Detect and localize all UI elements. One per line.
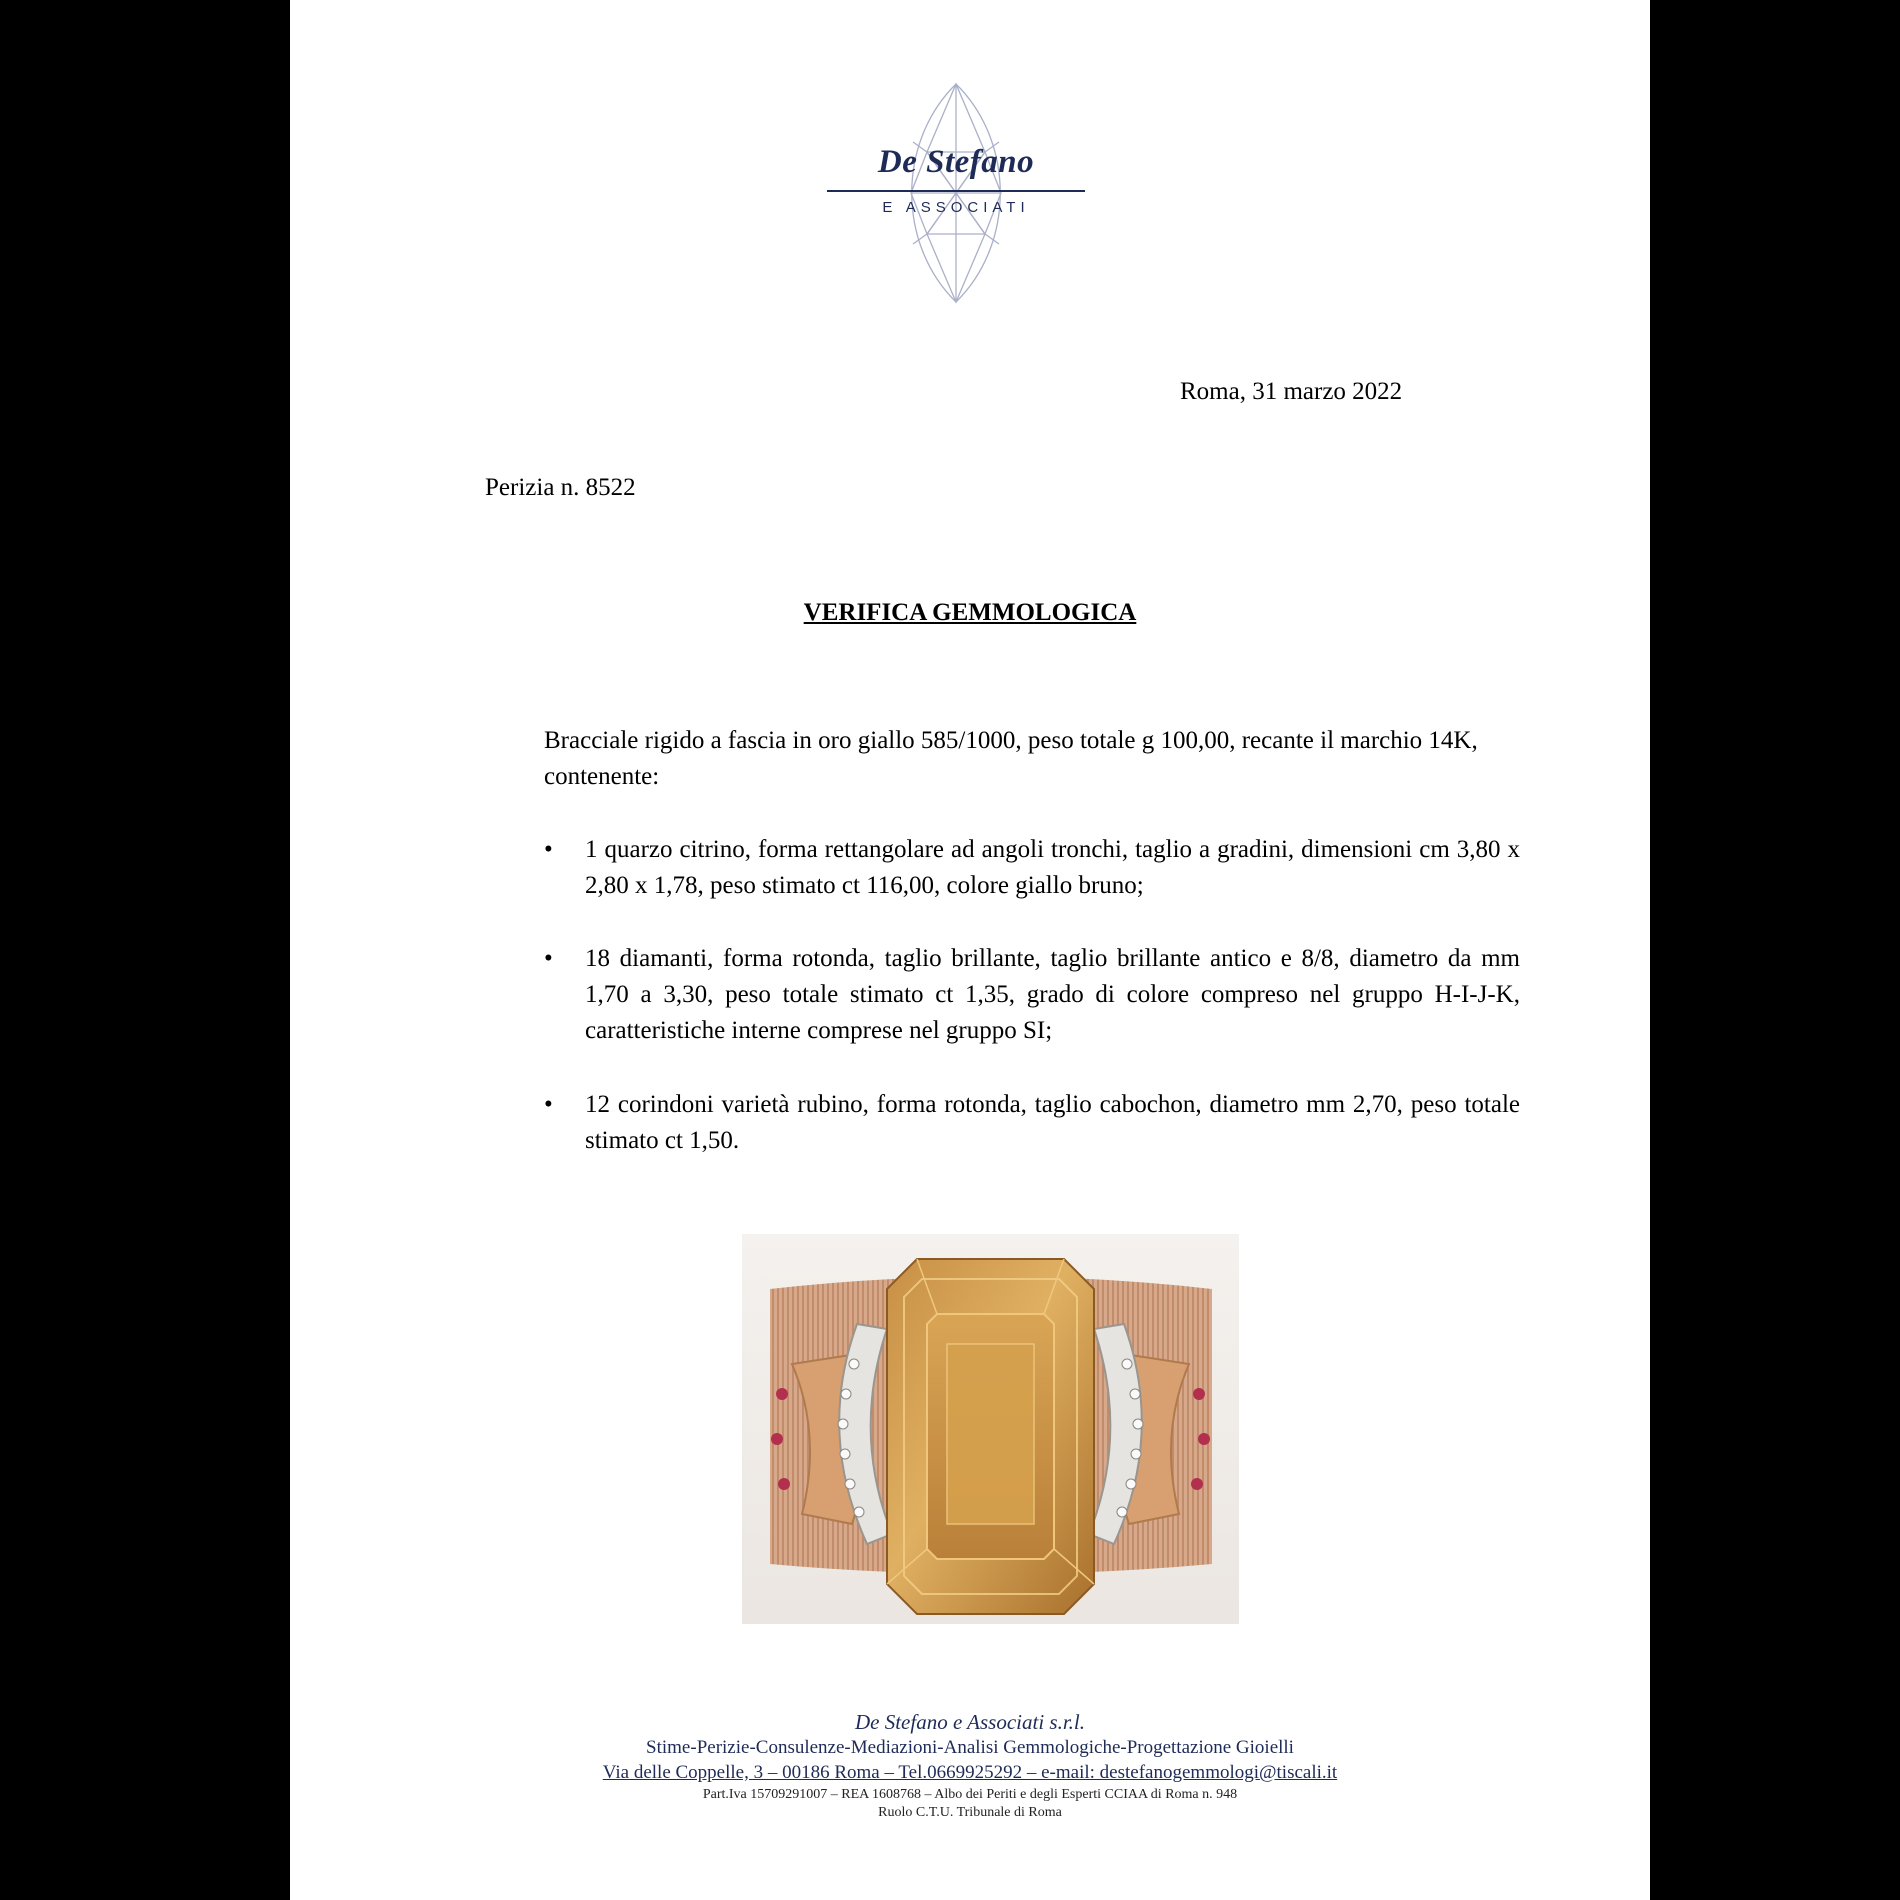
perizia-number: Perizia n. 8522	[485, 474, 636, 501]
document-date: Roma, 31 marzo 2022	[1180, 378, 1403, 405]
footer-registry: Part.Iva 15709291007 – REA 1608768 – Albo dei Periti e degli Esperti CCIAA di Roma n. 948	[702, 1787, 1238, 1802]
document-title: VERIFICA GEMMOLOGICA	[803, 599, 1137, 626]
footer-court: Ruolo C.T.U. Tribunale di Roma	[878, 1805, 1062, 1820]
bullet-icon: •	[544, 836, 553, 863]
intro-paragraph: Bracciale rigido a fascia in oro giallo 585/1000, peso totale g 100,00, recante il marchio 14K, contenente:	[544, 727, 1478, 790]
list-item	[544, 941, 1544, 1049]
document-page	[290, 0, 1650, 1900]
list-item	[544, 1087, 1544, 1159]
list-item	[544, 832, 1544, 904]
bullet-icon: •	[544, 945, 553, 972]
bullet-icon: •	[544, 1091, 553, 1118]
list-item-text: 1 quarzo citrino, forma rettangolare ad angoli tronchi, taglio a gradini, dimensioni cm 3,80 x 2,80 x 1,78, peso stimato ct 116,00, colore giallo bruno;	[585, 836, 1520, 899]
logo-name: De Stefano	[877, 144, 1035, 180]
company-logo	[827, 82, 1085, 304]
list-item-text: 18 diamanti, forma rotonda, taglio brillante, taglio brillante antico e 8/8, diametro da mm 1,70 a 3,30, peso totale stimato ct 1,35, grado di colore compreso nel gruppo H-I-J-K, caratteristiche interne comprese nel gruppo SI;	[585, 945, 1520, 1044]
footer-company: De Stefano e Associati s.r.l.	[854, 1710, 1085, 1734]
footer-contact-link[interactable]: Via delle Coppelle, 3 – 00186 Roma – Tel.0669925292 – e-mail: destefanogemmologi@tiscali.it	[602, 1762, 1338, 1783]
logo-subtitle: E ASSOCIATI	[882, 199, 1030, 216]
bracelet-photo	[742, 1234, 1239, 1624]
footer-services: Stime-Perizie-Consulenze-Mediazioni-Analisi Gemmologiche-Progettazione Gioielli	[646, 1737, 1294, 1758]
logo-divider	[827, 190, 1085, 192]
list-item-text: 12 corindoni varietà rubino, forma rotonda, taglio cabochon, diametro mm 2,70, peso totale stimato ct 1,50.	[585, 1091, 1520, 1154]
marquise-diamond-icon	[827, 82, 1085, 304]
